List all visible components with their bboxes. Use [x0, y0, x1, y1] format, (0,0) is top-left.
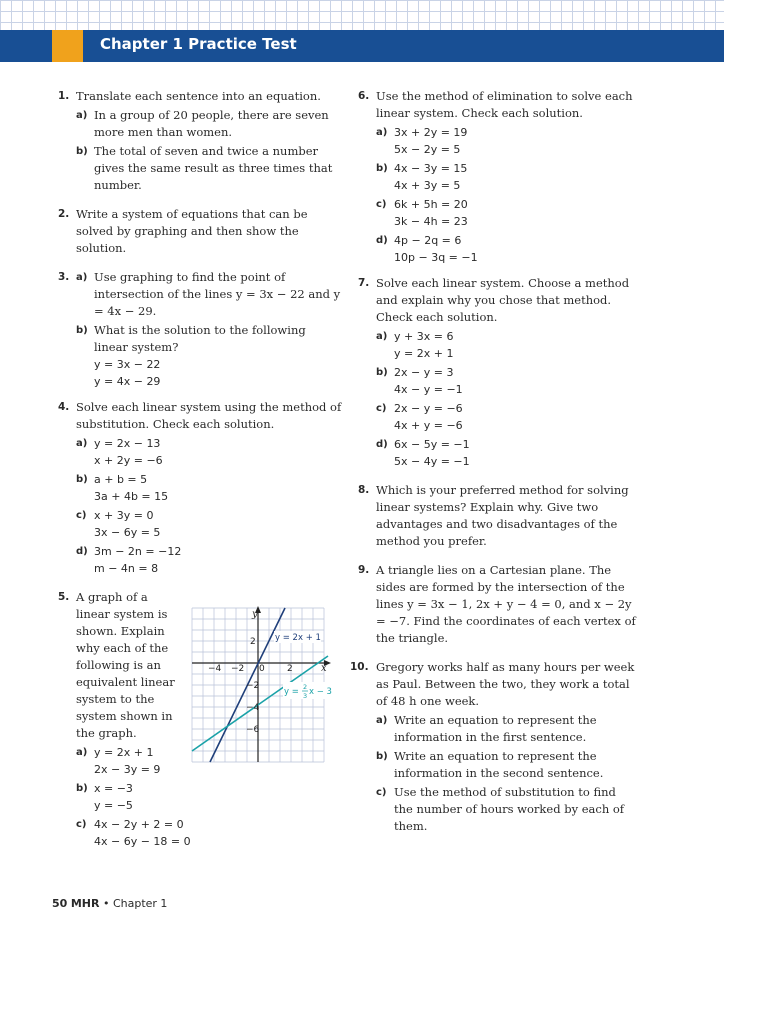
subquestion-10a: a) Write an equation to represent the information in the first sentence. — [376, 713, 597, 744]
header-accent-tab — [52, 30, 83, 62]
subquestion-10c: c) Use the method of substitution to find the number of hours worked by each of them. — [376, 785, 625, 833]
subquestion-7d: d) 6x − 5y = −1 5x − 4y = −1 — [376, 438, 470, 468]
page-footer — [52, 897, 167, 910]
subquestion-7c: c) 2x − y = −6 4x + y = −6 — [376, 402, 463, 432]
question-text: Translate each sentence into an equation. — [76, 89, 321, 103]
subquestion-6c: c) 6k + 5h = 20 3k − 4h = 23 — [376, 198, 468, 228]
svg-text:3: 3 — [303, 692, 308, 700]
subquestion-4d: d) 3m − 2n = −12 m − 4n = 8 — [76, 545, 182, 575]
subquestion-3b: b) What is the solution to the following linear system? y = 3x − 22 y = 4x − 29 — [76, 323, 306, 388]
question-10: 10. Gregory works half as many hours per week as Paul. Between the two, they work a total of 48 h one week. a) Write an equation to represent the information in the first sentence. b) Write an equation to represent the information in the second sentence. c) Use the method of substitution to find the number of hours worked by each of them. — [358, 659, 638, 835]
subquestion-1b: b) The total of seven and twice a number gives the same result as three times that number. — [76, 144, 333, 192]
x-tick-label: −2 — [231, 664, 245, 674]
question-5: 5. A graph of a linear system is shown. Explain why each of the following is an equivalent linear system to the system shown in the graph. a) y = 2x + 1 2x − 3y = 9 b) x = −3 y = −5 c) 4x − 2y + 2 = 0 4x − 6y − 18 = 0 — [58, 589, 343, 850]
question-number: 1. — [58, 90, 70, 102]
subquestion-5c: c) 4x − 2y + 2 = 0 4x − 6y − 18 = 0 — [76, 818, 191, 848]
svg-text:x − 3: x − 3 — [309, 687, 332, 697]
y-tick-label: 2 — [250, 637, 256, 647]
subquestion-5a: a) y = 2x + 1 2x − 3y = 9 — [76, 746, 161, 776]
y-tick-label: −4 — [246, 703, 260, 713]
footer-chapter: Chapter 1 — [112, 897, 168, 910]
question-3: 3. a) Use graphing to find the point of intersection of the lines y = 3x − 22 and y = 4x − 29. b) What is the solution to the following linear system? y = 3x − 22 y = 4x − 29 — [58, 269, 343, 390]
right-column — [350, 88, 638, 844]
subquestion-4b: b) a + b = 5 3a + 4b = 15 — [76, 473, 169, 503]
question-6: 6. Use the method of elimination to solve each linear system. Check each solution. a) 3x + 2y = 19 5x − 2y = 5 b) 4x − 3y = 15 4x + 3y = 5 c) 6k + 5h = 20 3k − 4h = 23 d) 4p − 2q = 6 10p − 3q = −1 — [358, 88, 638, 266]
y-tick-label: −6 — [246, 725, 260, 735]
y-axis-label: y — [252, 609, 258, 620]
subquestion-4a: a) y = 2x − 13 x + 2y = −6 — [76, 437, 163, 467]
header-grid-pattern — [0, 0, 724, 30]
graph-svg — [190, 606, 332, 764]
subquestion-5b: b) x = −3 y = −5 — [76, 782, 133, 812]
question-7: 7. Solve each linear system. Choose a method and explain why you chose that method. Check each solution. a) y + 3x = 6 y = 2x + 1 b) 2x − y = 3 4x − y = −1 c) 2x − y = −6 4x + y = −6 d) 6x − 5y = −1 5x − 4y = −1 — [358, 275, 638, 470]
page-number: 50 — [52, 897, 68, 910]
question-4: 4. Solve each linear system using the method of substitution. Check each solution. a) y = 2x − 13 x + 2y = −6 b) a + b = 5 3a + 4b = 15 c) x + 3y = 0 3x − 6y = 5 d) 3m − 2n = −12 m − 4n = 8 — [58, 400, 342, 575]
subquestion-6a: a) 3x + 2y = 19 5x − 2y = 5 — [376, 126, 468, 156]
question-9: 9. A triangle lies on a Cartesian plane. The sides are formed by the intersection of the lines y = 3x − 1, 2x + y − 4 = 0, and x − 2y = −7. Find the coordinates of each vertex of the triangle. — [358, 563, 636, 645]
svg-text:2: 2 — [303, 683, 308, 691]
question-2: 2. Write a system of equations that can be solved by graphing and then show the solution. — [58, 207, 308, 255]
subquestion-10b: b) Write an equation to represent the information in the second sentence. — [376, 749, 604, 780]
subquestion-1a: a) In a group of 20 people, there are seven more men than women. — [76, 108, 329, 139]
subquestion-3a: a) Use graphing to find the point of intersection of the lines y = 3x − 22 and y = 4x − 29. — [76, 270, 341, 318]
linear-system-graph — [190, 606, 332, 764]
question-1 — [58, 88, 343, 194]
subquestion-6b: b) 4x − 3y = 15 4x + 3y = 5 — [376, 162, 468, 192]
x-tick-label: −4 — [208, 664, 222, 674]
x-tick-label: 2 — [287, 664, 293, 674]
x-axis-label: x — [321, 663, 327, 674]
subquestion-6d: d) 4p − 2q = 6 10p − 3q = −1 — [376, 234, 478, 264]
question-8: 8. Which is your preferred method for solving linear systems? Explain why. Give two advantages and two disadvantages of the method you prefer. — [358, 483, 629, 548]
subquestion-7b: b) 2x − y = 3 4x − y = −1 — [376, 366, 463, 396]
line1-label: y = 2x + 1 — [275, 633, 321, 643]
footer-separator: • — [102, 897, 110, 910]
x-tick-label: 0 — [259, 664, 265, 674]
svg-text:y =: y = — [284, 687, 299, 697]
subquestion-7a: a) y + 3x = 6 y = 2x + 1 — [376, 330, 454, 360]
publisher: MHR — [70, 897, 100, 910]
page-title: Chapter 1 Practice Test — [100, 35, 297, 53]
y-tick-label: −2 — [246, 681, 260, 691]
subquestion-4c: c) x + 3y = 0 3x − 6y = 5 — [76, 509, 161, 539]
